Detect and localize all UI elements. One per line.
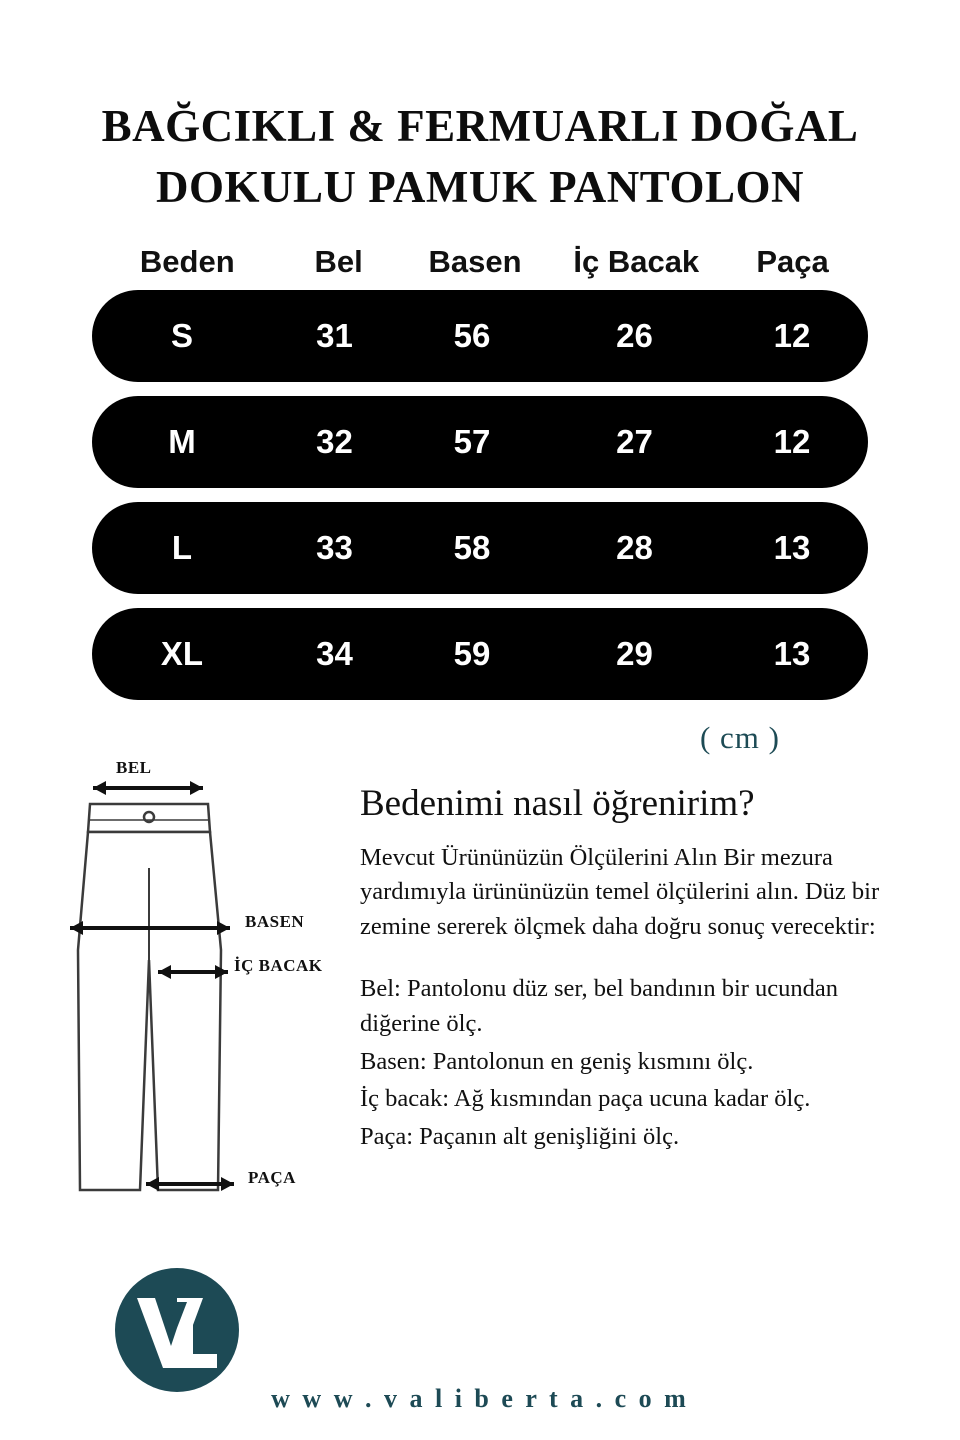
measure-item-bel: Bel: Pantolonu düz ser, bel bandının bir ucundan diğerine ölç. bbox=[360, 974, 839, 1038]
pants-diagram bbox=[0, 757, 360, 1245]
footer-website-url[interactable]: w w w . v a l i b e r t a . c o m bbox=[271, 1384, 689, 1413]
cell-paca: 13 bbox=[773, 634, 811, 672]
measure-instructions bbox=[360, 971, 920, 1155]
page-title bbox=[0, 0, 960, 218]
cell-ic-bacak: 27 bbox=[616, 422, 653, 460]
cell-paca: 12 bbox=[773, 422, 811, 460]
lower-section bbox=[0, 756, 960, 1245]
logo-circle bbox=[115, 1268, 239, 1392]
brand-logo bbox=[115, 1268, 239, 1392]
measure-item-ic-bacak: İç bacak: Ağ kısmından paça ucuna kadar ölç. bbox=[360, 1085, 811, 1113]
measure-item-paca: Paça: Paçanın alt genişliğini ölç. bbox=[360, 1122, 680, 1150]
cell-beden: S bbox=[170, 316, 193, 354]
column-header-paca: Paça bbox=[756, 243, 829, 279]
measure-item-basen: Basen: Pantolonun en geniş kısmını ölç. bbox=[360, 1047, 754, 1075]
cell-bel: 31 bbox=[316, 316, 353, 354]
cell-ic-bacak: 28 bbox=[616, 528, 653, 566]
cell-bel: 33 bbox=[316, 528, 353, 566]
cell-beden: M bbox=[168, 422, 196, 460]
cell-bel: 32 bbox=[316, 422, 353, 460]
cell-basen: 57 bbox=[453, 422, 491, 460]
cell-ic-bacak: 26 bbox=[616, 316, 653, 354]
cell-paca: 12 bbox=[773, 316, 811, 354]
pants-diagram-svg bbox=[58, 757, 358, 1240]
howto-paragraph: Mevcut Ürününüzün Ölçülerini Alın Bir mezura yardımıyla ürününüzün temel ölçülerini alın. Düz bir zemine sererek ölçmek daha doğru sonuç verecektir: bbox=[360, 843, 880, 941]
page-title-line1: BAĞCIKLI & FERMUARLI DOĞAL bbox=[101, 101, 859, 151]
cell-basen: 56 bbox=[453, 316, 491, 354]
table-header-row bbox=[92, 244, 868, 290]
table-row bbox=[92, 290, 868, 382]
size-table bbox=[0, 244, 960, 700]
diagram-label-bel: BEL bbox=[116, 757, 152, 777]
diagram-label-basen: BASEN bbox=[245, 911, 305, 931]
howto-title: Bedenimi nasıl öğrenirim? bbox=[360, 782, 755, 824]
diagram-label-paca: PAÇA bbox=[248, 1167, 296, 1187]
table-row bbox=[92, 502, 868, 594]
cell-basen: 59 bbox=[453, 634, 491, 672]
cell-paca: 13 bbox=[773, 528, 811, 566]
column-header-bel: Bel bbox=[314, 243, 363, 279]
column-header-basen: Basen bbox=[428, 243, 522, 279]
column-header-ic-bacak: İç Bacak bbox=[573, 243, 700, 279]
cell-bel: 34 bbox=[316, 634, 353, 672]
cell-beden: XL bbox=[160, 634, 204, 672]
cell-beden: L bbox=[171, 528, 193, 566]
page-title-line2: DOKULU PAMUK PANTOLON bbox=[156, 161, 804, 212]
unit-note: ( cm ) bbox=[699, 719, 780, 755]
cell-ic-bacak: 29 bbox=[616, 634, 653, 672]
cell-basen: 58 bbox=[453, 528, 491, 566]
table-row bbox=[92, 608, 868, 700]
logo-vl-monogram-icon bbox=[115, 1268, 239, 1392]
howto-section bbox=[360, 760, 960, 1245]
table-row bbox=[92, 396, 868, 488]
column-header-beden: Beden bbox=[139, 243, 235, 279]
diagram-label-ic-bacak: İÇ BACAK bbox=[234, 955, 323, 975]
